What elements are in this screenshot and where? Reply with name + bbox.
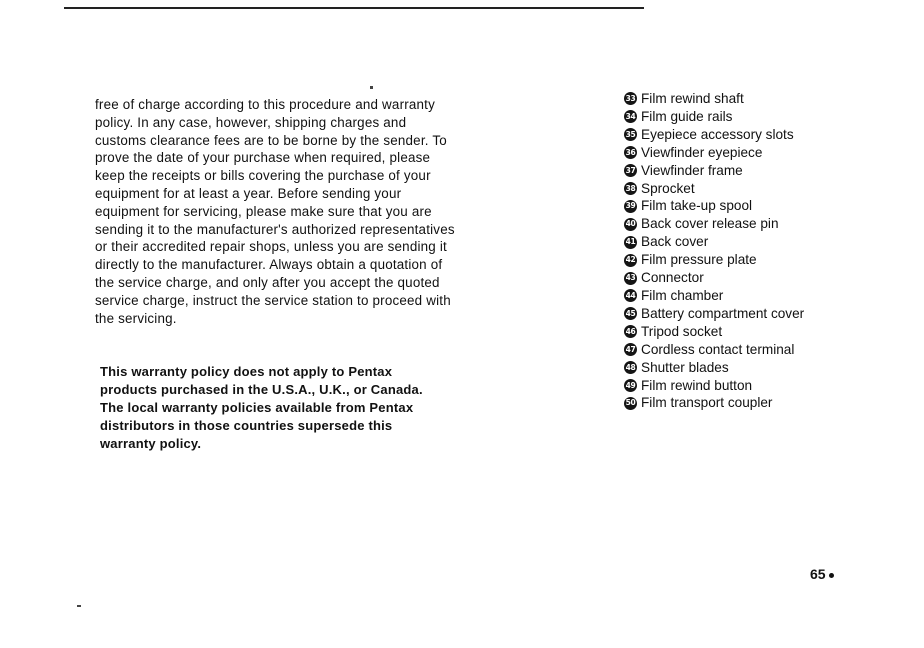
parts-list (624, 90, 884, 412)
parts-list-item (624, 215, 884, 233)
part-number-badge: 34 (624, 110, 637, 123)
part-number-badge: 45 (624, 307, 637, 320)
page-number (810, 566, 834, 582)
page-number-text: 65 (810, 566, 826, 582)
parts-list-item (624, 251, 884, 269)
part-number-badge: 35 (624, 128, 637, 141)
part-label: Film pressure plate (641, 252, 757, 268)
parts-list-item (624, 126, 884, 144)
part-label: Cordless contact terminal (641, 341, 795, 357)
parts-list-item (624, 287, 884, 305)
part-number-badge: 33 (624, 92, 637, 105)
part-number-badge: 44 (624, 289, 637, 302)
part-number-badge: 47 (624, 343, 637, 356)
part-number-badge: 39 (624, 200, 637, 213)
part-label: Film transport coupler (641, 395, 773, 411)
parts-list-item (624, 144, 884, 162)
part-label: Tripod socket (641, 323, 723, 339)
parts-list-item (624, 341, 884, 359)
warranty-text-column (95, 96, 455, 453)
top-rule (64, 7, 644, 9)
part-label: Film rewind shaft (641, 91, 744, 106)
part-label: Eyepiece accessory slots (641, 126, 794, 142)
part-label: Film take-up spool (641, 198, 753, 214)
part-number-badge: 40 (624, 218, 637, 231)
parts-list-item (624, 394, 884, 412)
part-number-badge: 48 (624, 361, 637, 374)
parts-list-item (624, 269, 884, 287)
part-number-badge: 43 (624, 272, 637, 285)
part-label: Viewfinder eyepiece (641, 144, 763, 160)
part-number-badge: 38 (624, 182, 637, 195)
part-number-badge: 36 (624, 146, 637, 159)
part-number-badge: 41 (624, 236, 637, 249)
part-number-badge: 37 (624, 164, 637, 177)
parts-list-item (624, 233, 884, 251)
part-label: Film chamber (641, 287, 724, 303)
part-label: Sprocket (641, 180, 695, 196)
warranty-procedure-paragraph: free of charge according to this procedure and warranty policy. In any case, however, shipping charges and customs clearance fees are to be borne by the sender. To prove the date of your purchase when required, please keep the receipts or bills covering the purchase of your equipment for at least a year. Before sending your equipment for servicing, please make sure that you are sending it to the manufacturer's authorized representatives or their accredited repair shops, unless you are sending it directly to the manufacturer. Always obtain a quotation of the service charge, and only after you accept the quoted service charge, instruct the service station to proceed with the servicing. (95, 97, 455, 326)
part-label: Viewfinder frame (641, 162, 743, 178)
print-speck (77, 605, 81, 607)
part-label: Back cover (641, 234, 709, 250)
print-speck (370, 86, 373, 89)
part-number-badge: 49 (624, 379, 637, 392)
warranty-exclusion-paragraph: This warranty policy does not apply to Pentax products purchased in the U.S.A., U.K., or Canada. The local warranty policies available from Pentax distributors in those countries supersede this warranty policy. (100, 364, 423, 452)
parts-list-item (624, 162, 884, 180)
parts-list-item (624, 377, 884, 395)
parts-list-item (624, 108, 884, 126)
part-number-badge: 50 (624, 397, 637, 410)
part-label: Connector (641, 270, 704, 286)
part-number-badge: 46 (624, 325, 637, 338)
parts-list-item (624, 90, 884, 108)
part-label: Back cover release pin (641, 216, 779, 232)
parts-list-item (624, 359, 884, 377)
part-label: Shutter blades (641, 359, 729, 375)
part-label: Film guide rails (641, 108, 733, 124)
parts-list-item (624, 197, 884, 215)
parts-list-item (624, 305, 884, 323)
part-label: Film rewind button (641, 377, 753, 393)
parts-list-item (624, 323, 884, 341)
parts-list-item (624, 180, 884, 198)
part-number-badge: 42 (624, 254, 637, 267)
bullet-dot-icon (829, 573, 834, 578)
parts-list-column (624, 90, 884, 412)
part-label: Battery compartment cover (641, 305, 805, 321)
